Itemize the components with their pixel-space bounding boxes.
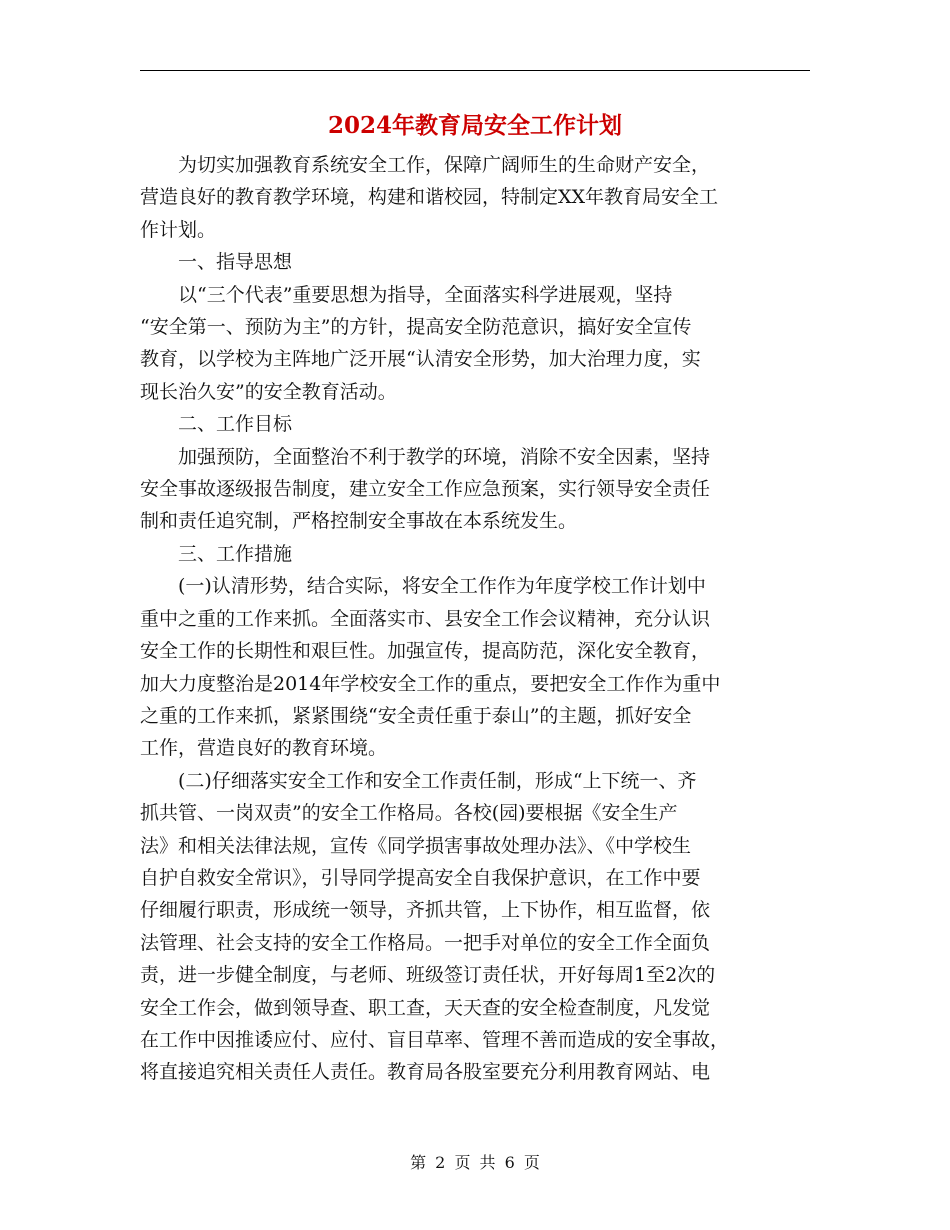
- body-paragraph: [140, 538, 810, 570]
- paragraph-line: 将直接追究相关责任人责任。教育局各股室要充分利用教育网站、电: [140, 1061, 711, 1084]
- paragraph-line: 法》和相关法律法规，宣传《同学损害事故处理办法》、《中学校生: [140, 834, 692, 857]
- paragraph-line: 安全工作会，做到领导查、职工查，天天查的安全检查制度，凡发觉: [140, 996, 711, 1019]
- paragraph-line: 三、工作措施: [178, 542, 293, 565]
- paragraph-line: 安全事故逐级报告制度，建立安全工作应急预案，实行领导安全责任: [140, 478, 711, 501]
- page-number-footer: 第 2 页 共 6 页: [410, 1153, 540, 1172]
- paragraph-line: 为切实加强教育系统安全工作，保障广阔师生的生命财产安全，: [178, 154, 711, 176]
- paragraph-line: 营造良好的教育教学环境，构建和谐校园，特制定XX年教育局安全工: [140, 186, 719, 209]
- paragraph-line: 以“三个代表”重要思想为指导，全面落实科学进展观，坚持: [178, 283, 673, 306]
- document-body: [140, 149, 810, 1089]
- body-paragraph: [140, 570, 810, 764]
- paragraph-line: 一、指导思想: [178, 251, 293, 274]
- paragraph-line: “安全第一、预防为主”的方针，提高安全防范意识，搞好安全宣传: [140, 316, 692, 339]
- paragraph-line: 在工作中因推诿应付、应付、盲目草率、管理不善而造成的安全事故，: [140, 1028, 730, 1051]
- paragraph-line: 加大力度整治是2014年学校安全工作的重点，要把安全工作作为重中: [140, 672, 721, 695]
- body-paragraph: [140, 279, 810, 409]
- paragraph-line: 责，进一步健全制度，与老师、班级签订责任状，开好每周1至2次的: [140, 964, 716, 987]
- paragraph-line: 教育，以学校为主阵地广泛开展“认清安全形势，加大治理力度，实: [140, 348, 701, 371]
- body-paragraph: [140, 246, 810, 278]
- paragraph-line: 制和责任追究制，严格控制安全事故在本系统发生。: [140, 510, 578, 533]
- paragraph-line: 自护自救安全常识》，引导同学提高安全自我保护意识，在工作中要: [140, 866, 701, 889]
- body-paragraph: [140, 765, 810, 1089]
- header-rule: [140, 70, 810, 71]
- paragraph-line: 现长治久安”的安全教育活动。: [140, 380, 397, 403]
- paragraph-line: 安全工作的长期性和艰巨性。加强宣传，提高防范，深化安全教育，: [140, 640, 711, 663]
- paragraph-line: 法管理、社会支持的安全工作格局。一把手对单位的安全工作全面负: [140, 931, 711, 954]
- paragraph-line: 加强预防，全面整治不利于教学的环境，消除不安全因素，坚持: [178, 445, 711, 468]
- paragraph-line: 抓共管、一岗双责”的安全工作格局。各校(园)要根据《安全生产: [140, 802, 678, 825]
- body-paragraph: [140, 408, 810, 440]
- paragraph-line: 重中之重的工作来抓。全面落实市、县安全工作会议精神，充分认识: [140, 607, 711, 630]
- paragraph-line: 之重的工作来抓，紧紧围绕“安全责任重于泰山”的主题，抓好安全: [140, 704, 692, 727]
- body-paragraph: [140, 149, 810, 246]
- paragraph-line: 作计划。: [140, 218, 217, 241]
- paragraph-line: 仔细履行职责，形成统一领导，齐抓共管，上下协作，相互监督，依: [140, 899, 711, 922]
- paragraph-line: 工作，营造良好的教育环境。: [140, 737, 388, 760]
- paragraph-line: (二)仔细落实安全工作和安全工作责任制，形成“上下统一、齐: [178, 769, 697, 792]
- paragraph-line: 二、工作目标: [178, 413, 293, 436]
- paragraph-line: (一)认清形势，结合实际，将安全工作作为年度学校工作计划中: [178, 575, 706, 598]
- body-paragraph: [140, 441, 810, 538]
- document-title: 2024年教育局安全工作计划: [327, 112, 622, 139]
